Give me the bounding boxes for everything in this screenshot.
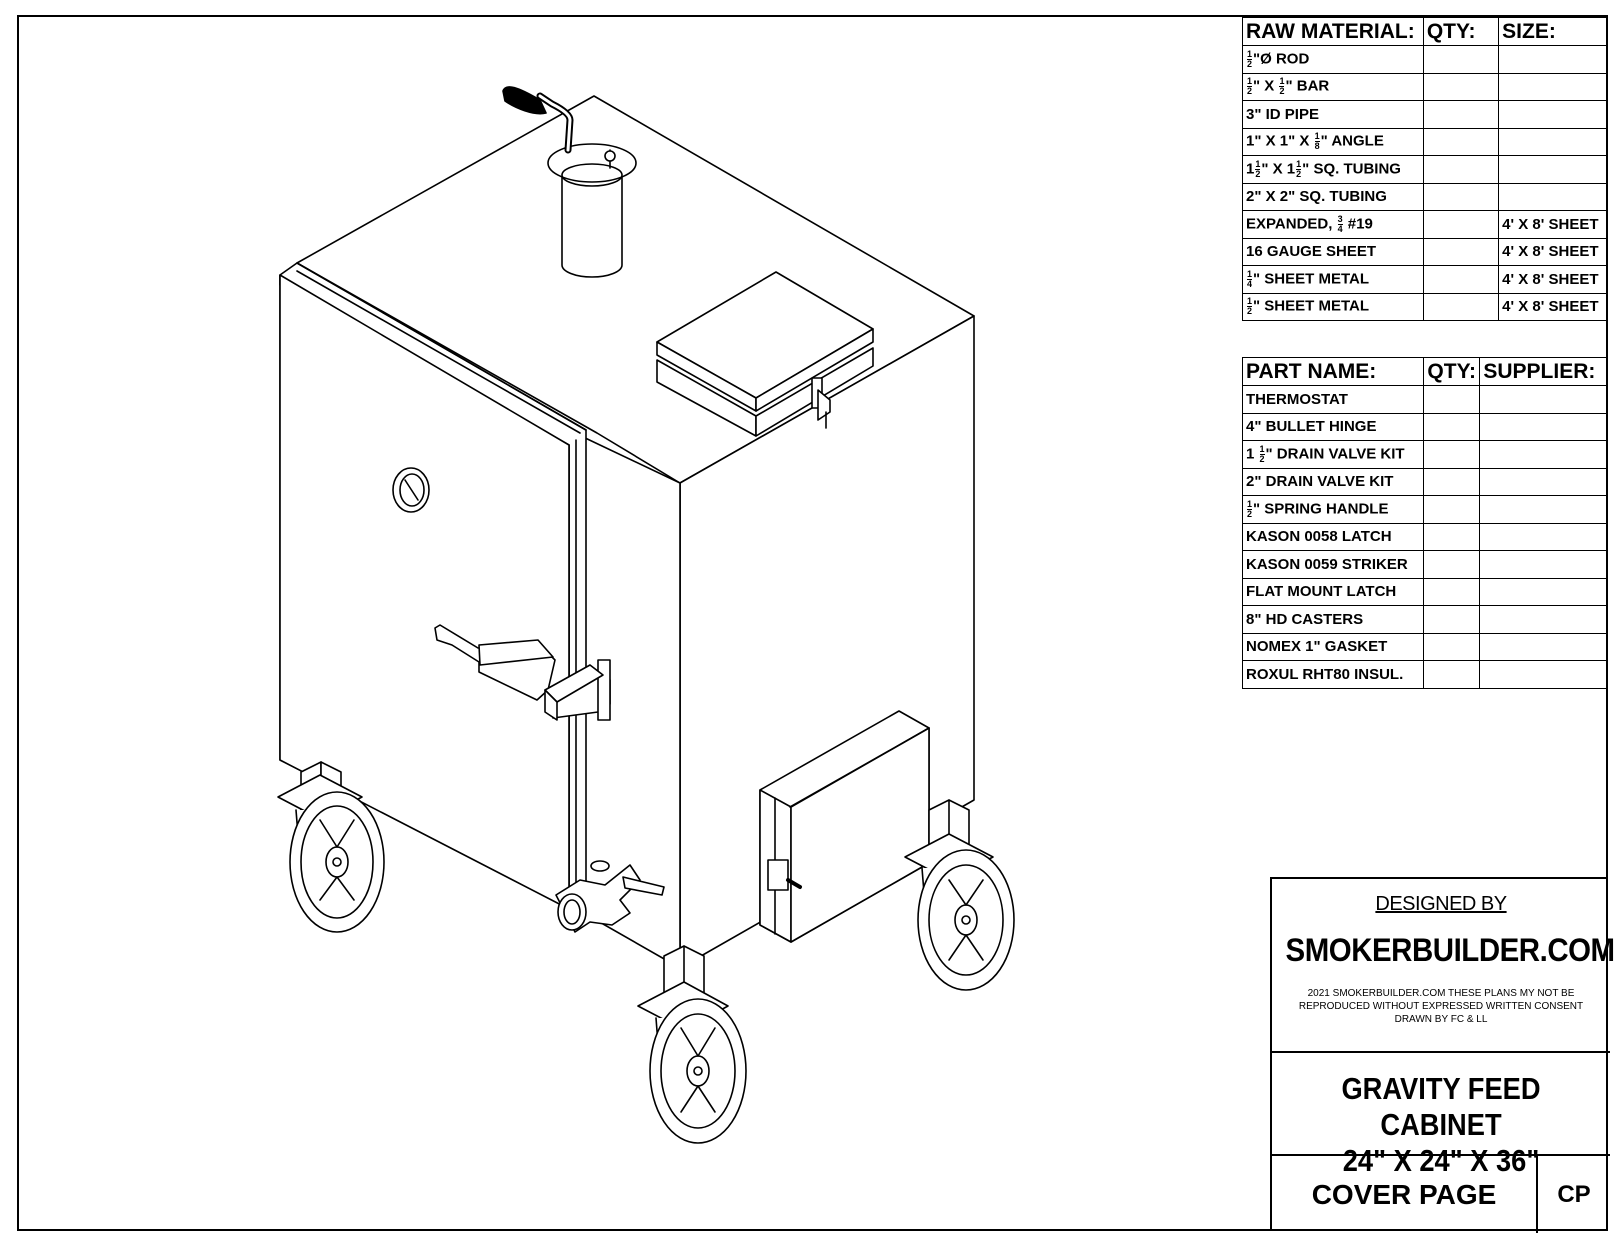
- table-row: [1243, 183, 1608, 211]
- supplier-cell: [1480, 386, 1608, 414]
- item-name-cell: 1" X 1" X $\frac{1}{8}$ " ANGLE: [1243, 128, 1424, 156]
- item-name-cell: 3" ID PIPE: [1243, 101, 1424, 129]
- table-row: [1243, 578, 1608, 606]
- raw-material-header: RAW MATERIAL:: [1243, 18, 1424, 46]
- table-row: [1243, 441, 1608, 469]
- qty-cell: [1423, 101, 1498, 129]
- item-name-cell: EXPANDED, $\frac{3}{4}$ #19: [1243, 211, 1424, 239]
- item-name-cell: 1 $\frac{1}{2}$ " X 1 $\frac{1}{2}$ " SQ. TUBING: [1243, 156, 1424, 184]
- size-cell: 4' X 8' SHEET: [1499, 266, 1608, 294]
- table-row: [1243, 128, 1608, 156]
- part-name-header: PART NAME:: [1243, 358, 1424, 386]
- fraction: $\frac{1}{2}$: [1279, 76, 1285, 97]
- qty-cell: [1424, 496, 1480, 524]
- qty-cell: [1423, 73, 1498, 101]
- item-name-cell: 2" DRAIN VALVE KIT: [1243, 468, 1424, 496]
- fraction: $\frac{1}{8}$: [1314, 131, 1320, 152]
- table-row: [1243, 661, 1608, 689]
- size-cell: [1499, 183, 1608, 211]
- table-row: [1243, 606, 1608, 634]
- item-name-cell: $\frac{1}{2}$ "Ø ROD: [1243, 46, 1424, 74]
- table-row: [1243, 156, 1608, 184]
- fraction: $\frac{1}{2}$: [1247, 76, 1253, 97]
- designed-by-label: DESIGNED BY: [1375, 893, 1507, 915]
- copyright-line: REPRODUCED WITHOUT EXPRESSED WRITTEN CONSENT: [1298, 1001, 1584, 1012]
- table-row: [1243, 101, 1608, 129]
- designer-section: [1272, 879, 1615, 1053]
- qty-cell: [1424, 523, 1480, 551]
- qty-cell: [1424, 386, 1480, 414]
- raw-material-table: [1242, 17, 1608, 321]
- size-cell: [1499, 156, 1608, 184]
- caster-wheel-front: [638, 982, 746, 1143]
- item-name-cell: 8" HD CASTERS: [1243, 606, 1424, 634]
- item-name-cell: FLAT MOUNT LATCH: [1243, 578, 1424, 606]
- qty-cell: [1424, 661, 1480, 689]
- table-row: [1243, 633, 1608, 661]
- item-name-cell: 2" X 2" SQ. TUBING: [1243, 183, 1424, 211]
- copyright-notice: [1272, 987, 1610, 1026]
- page-name: COVER PAGE: [1272, 1156, 1538, 1233]
- qty-cell: [1424, 606, 1480, 634]
- fraction: $\frac{3}{4}$: [1337, 213, 1343, 234]
- parts-table: [1242, 357, 1608, 689]
- item-name-cell: 16 GAUGE SHEET: [1243, 238, 1424, 266]
- size-cell: 4' X 8' SHEET: [1499, 211, 1608, 239]
- drawing-title-line: GRAVITY FEED CABINET: [1341, 1071, 1541, 1142]
- table-row: [1243, 468, 1608, 496]
- item-name-cell: ROXUL RHT80 INSUL.: [1243, 661, 1424, 689]
- size-header: SIZE:: [1499, 18, 1608, 46]
- raw-material-header-row: [1243, 18, 1608, 46]
- title-block: [1270, 877, 1615, 1231]
- size-cell: [1499, 101, 1608, 129]
- supplier-cell: [1480, 661, 1608, 689]
- size-cell: 4' X 8' SHEET: [1499, 293, 1608, 321]
- parts-rows: [1243, 386, 1608, 689]
- qty-cell: [1423, 156, 1498, 184]
- qty-cell: [1423, 128, 1498, 156]
- table-row: [1243, 46, 1608, 74]
- qty-cell: [1424, 441, 1480, 469]
- size-cell: [1499, 46, 1608, 74]
- supplier-cell: [1480, 413, 1608, 441]
- table-row: [1243, 386, 1608, 414]
- qty-header: QTY:: [1423, 18, 1498, 46]
- table-row: [1243, 73, 1608, 101]
- table-row: [1243, 551, 1608, 579]
- caster-wheel-right: [905, 834, 1014, 990]
- qty-cell: [1424, 551, 1480, 579]
- table-row: [1243, 293, 1608, 321]
- qty-cell: [1424, 413, 1480, 441]
- item-name-cell: $\frac{1}{2}$ " SHEET METAL: [1243, 293, 1424, 321]
- drawing-title: [1272, 1053, 1610, 1178]
- qty-cell: [1423, 293, 1498, 321]
- item-name-cell: KASON 0059 STRIKER: [1243, 551, 1424, 579]
- fraction: $\frac{1}{2}$: [1247, 48, 1253, 69]
- supplier-cell: [1480, 633, 1608, 661]
- qty-cell: [1423, 266, 1498, 294]
- supplier-cell: [1480, 468, 1608, 496]
- table-row: [1243, 266, 1608, 294]
- page-code: CP: [1557, 1181, 1591, 1208]
- qty-cell: [1423, 211, 1498, 239]
- table-row: [1243, 238, 1608, 266]
- parts-header-row: [1243, 358, 1608, 386]
- drawing-dimensions: 24" X 24" X 36": [1342, 1143, 1540, 1178]
- supplier-cell: [1480, 551, 1608, 579]
- fraction: $\frac{1}{2}$: [1296, 158, 1302, 179]
- supplier-cell: [1480, 441, 1608, 469]
- thermometer-gauge: [393, 468, 429, 512]
- fraction: $\frac{1}{4}$: [1247, 268, 1253, 289]
- qty-cell: [1424, 468, 1480, 496]
- fraction: $\frac{1}{2}$: [1247, 498, 1253, 519]
- fraction: $\frac{1}{2}$: [1247, 296, 1253, 317]
- item-name-cell: 4" BULLET HINGE: [1243, 413, 1424, 441]
- raw-material-rows: [1243, 46, 1608, 321]
- drawn-by-line: DRAWN BY FC & LL: [1394, 1014, 1488, 1025]
- designer-site: SMOKERBUILDER.COM: [1285, 932, 1615, 968]
- supplier-header: SUPPLIER:: [1480, 358, 1608, 386]
- table-row: [1243, 211, 1608, 239]
- table-row: [1243, 413, 1608, 441]
- item-name-cell: KASON 0058 LATCH: [1243, 523, 1424, 551]
- supplier-cell: [1480, 523, 1608, 551]
- table-row: [1243, 523, 1608, 551]
- qty-cell: [1423, 183, 1498, 211]
- qty-cell: [1423, 46, 1498, 74]
- qty-cell: [1423, 238, 1498, 266]
- qty-cell: [1424, 633, 1480, 661]
- supplier-cell: [1480, 496, 1608, 524]
- size-cell: [1499, 128, 1608, 156]
- item-name-cell: $\frac{1}{2}$ " SPRING HANDLE: [1243, 496, 1424, 524]
- supplier-cell: [1480, 606, 1608, 634]
- item-name-cell: NOMEX 1" GASKET: [1243, 633, 1424, 661]
- item-name-cell: $\frac{1}{2}$ " X $\frac{1}{2}$ " BAR: [1243, 73, 1424, 101]
- fraction: $\frac{1}{2}$: [1259, 443, 1265, 464]
- supplier-cell: [1480, 578, 1608, 606]
- copyright-line: 2021 SMOKERBUILDER.COM THESE PLANS MY NOT BE: [1307, 988, 1575, 999]
- item-name-cell: THERMOSTAT: [1243, 386, 1424, 414]
- qty-header: QTY:: [1424, 358, 1480, 386]
- size-cell: 4' X 8' SHEET: [1499, 238, 1608, 266]
- item-name-cell: $\frac{1}{4}$ " SHEET METAL: [1243, 266, 1424, 294]
- fraction: $\frac{1}{2}$: [1255, 158, 1261, 179]
- qty-cell: [1424, 578, 1480, 606]
- item-name-cell: 1 $\frac{1}{2}$ " DRAIN VALVE KIT: [1243, 441, 1424, 469]
- table-row: [1243, 496, 1608, 524]
- size-cell: [1499, 73, 1608, 101]
